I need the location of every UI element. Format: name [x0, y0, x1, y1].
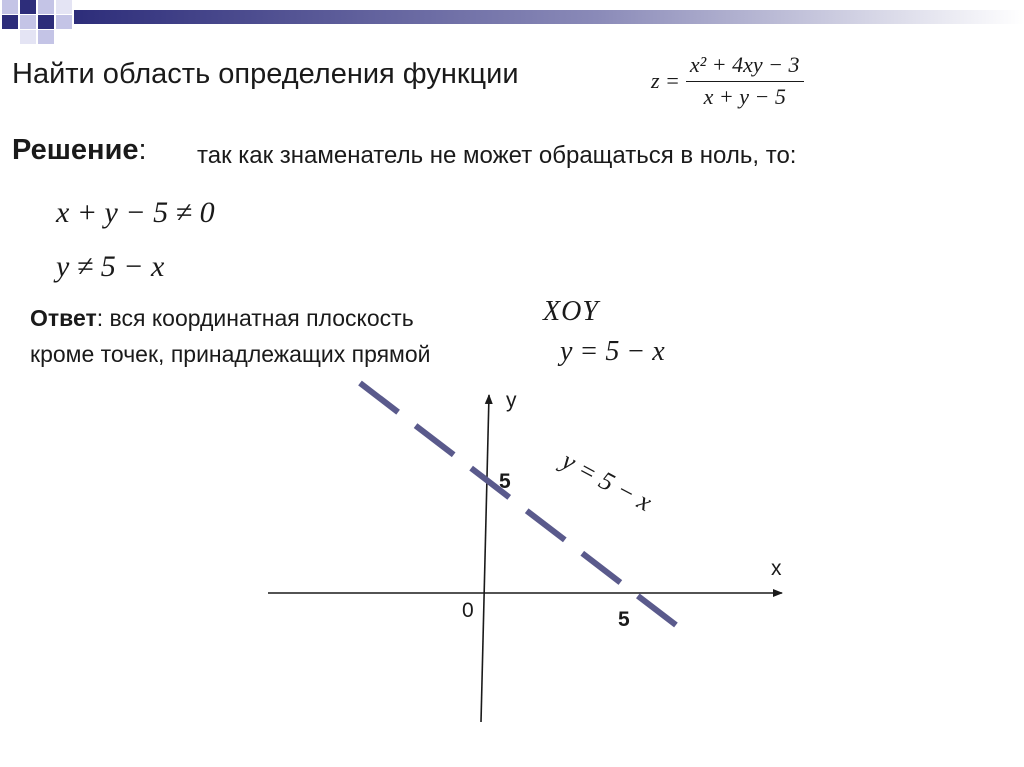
title-bar-decoration: [0, 0, 1024, 60]
function-lhs: z =: [651, 68, 680, 93]
answer-line1-rest: : вся координатная плоскость: [96, 305, 414, 331]
page-title: Найти область определения функции: [12, 58, 519, 90]
answer-label: Ответ: [30, 305, 97, 331]
answer-line-equation: y = 5 − x: [560, 336, 665, 367]
y-axis: [481, 395, 489, 722]
y-intercept-label: 5: [499, 470, 511, 493]
coordinate-graph: [0, 360, 1024, 760]
plane-name: XOY: [543, 296, 599, 327]
x-axis-label: х: [771, 557, 782, 580]
fraction-denominator: x + y − 5: [703, 84, 786, 109]
inequality-1: x + y − 5 ≠ 0: [56, 196, 215, 229]
solution-colon: :: [138, 134, 147, 166]
y-axis-label: у: [506, 389, 517, 412]
origin-label: 0: [462, 599, 474, 622]
solution-heading: [12, 134, 147, 167]
fraction: [686, 52, 804, 110]
line-label: y = 5 − x: [557, 445, 657, 517]
solution-label: Решение: [12, 134, 139, 166]
solution-text: так как знаменатель не может обращаться в ноль, то:: [197, 142, 797, 169]
function-formula: [651, 52, 804, 110]
inequality-2: y ≠ 5 − x: [56, 250, 165, 283]
answer-line-2: кроме точек, принадлежащих прямой: [30, 341, 431, 367]
answer-line-1: [30, 305, 414, 332]
fraction-numerator: x² + 4xy − 3: [686, 52, 804, 82]
checker-squares-decoration: [2, 0, 72, 44]
x-intercept-label: 5: [618, 608, 630, 631]
